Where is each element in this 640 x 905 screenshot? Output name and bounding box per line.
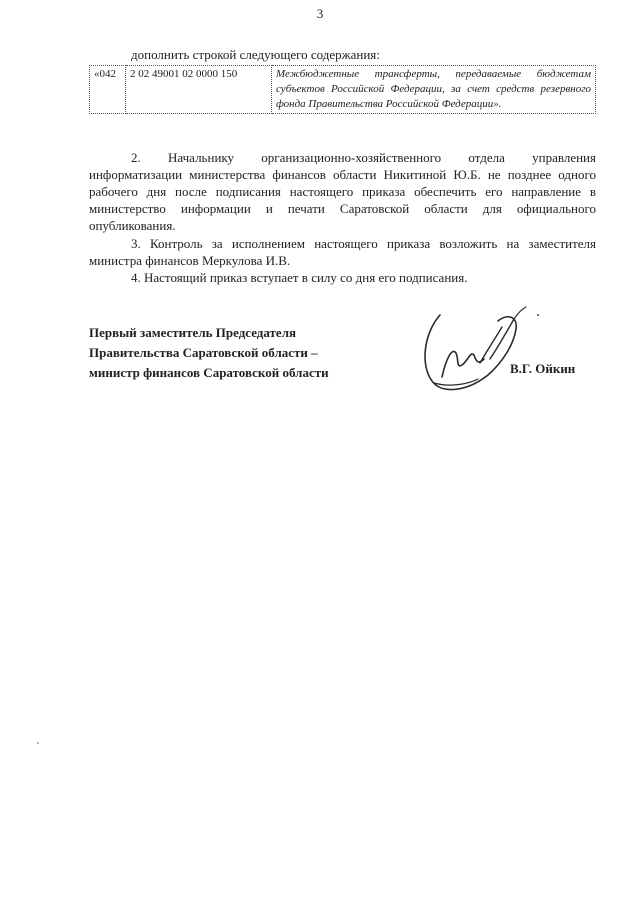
table-row xyxy=(90,66,596,114)
description-cell: Межбюджетные трансферты, передаваемые бюджетам субъектов Российской Федерации, за счет средств резервного фонда Правительства Российской Федерации». xyxy=(272,66,596,114)
paragraph-3: 3. Контроль за исполнением настоящего приказа возложить на заместителя министра финансов Меркулова И.В. xyxy=(89,236,596,268)
budget-code-table xyxy=(89,65,596,114)
scan-speck xyxy=(37,742,39,744)
signer-position-line-1: Первый заместитель Председателя xyxy=(89,325,297,340)
paragraph-2: 2. Начальнику организационно-хозяйственного отдела управления информатизации министерства финансов области Никитиной Ю.Б. не позднее одного рабочего дня после подписания настоящего приказа обеспечить его направление в министерство информации и печати Саратовской области для официального опубликования. xyxy=(89,150,596,233)
paragraph-4: 4. Настоящий приказ вступает в силу со дня его подписания. xyxy=(131,270,468,285)
signer-position-line-3: министр финансов Саратовской области xyxy=(89,365,329,380)
handwritten-signature xyxy=(418,303,548,398)
page-number: 3 xyxy=(316,6,324,21)
intro-text: дополнить строкой следующего содержания: xyxy=(131,47,380,62)
signer-name: В.Г. Ойкин xyxy=(510,361,576,376)
kbk-code-cell: 2 02 49001 02 0000 150 xyxy=(126,66,272,114)
row-code-cell: «042 xyxy=(90,66,126,114)
signer-position-line-2: Правительства Саратовской области – xyxy=(89,345,318,360)
signer-position xyxy=(89,323,329,383)
